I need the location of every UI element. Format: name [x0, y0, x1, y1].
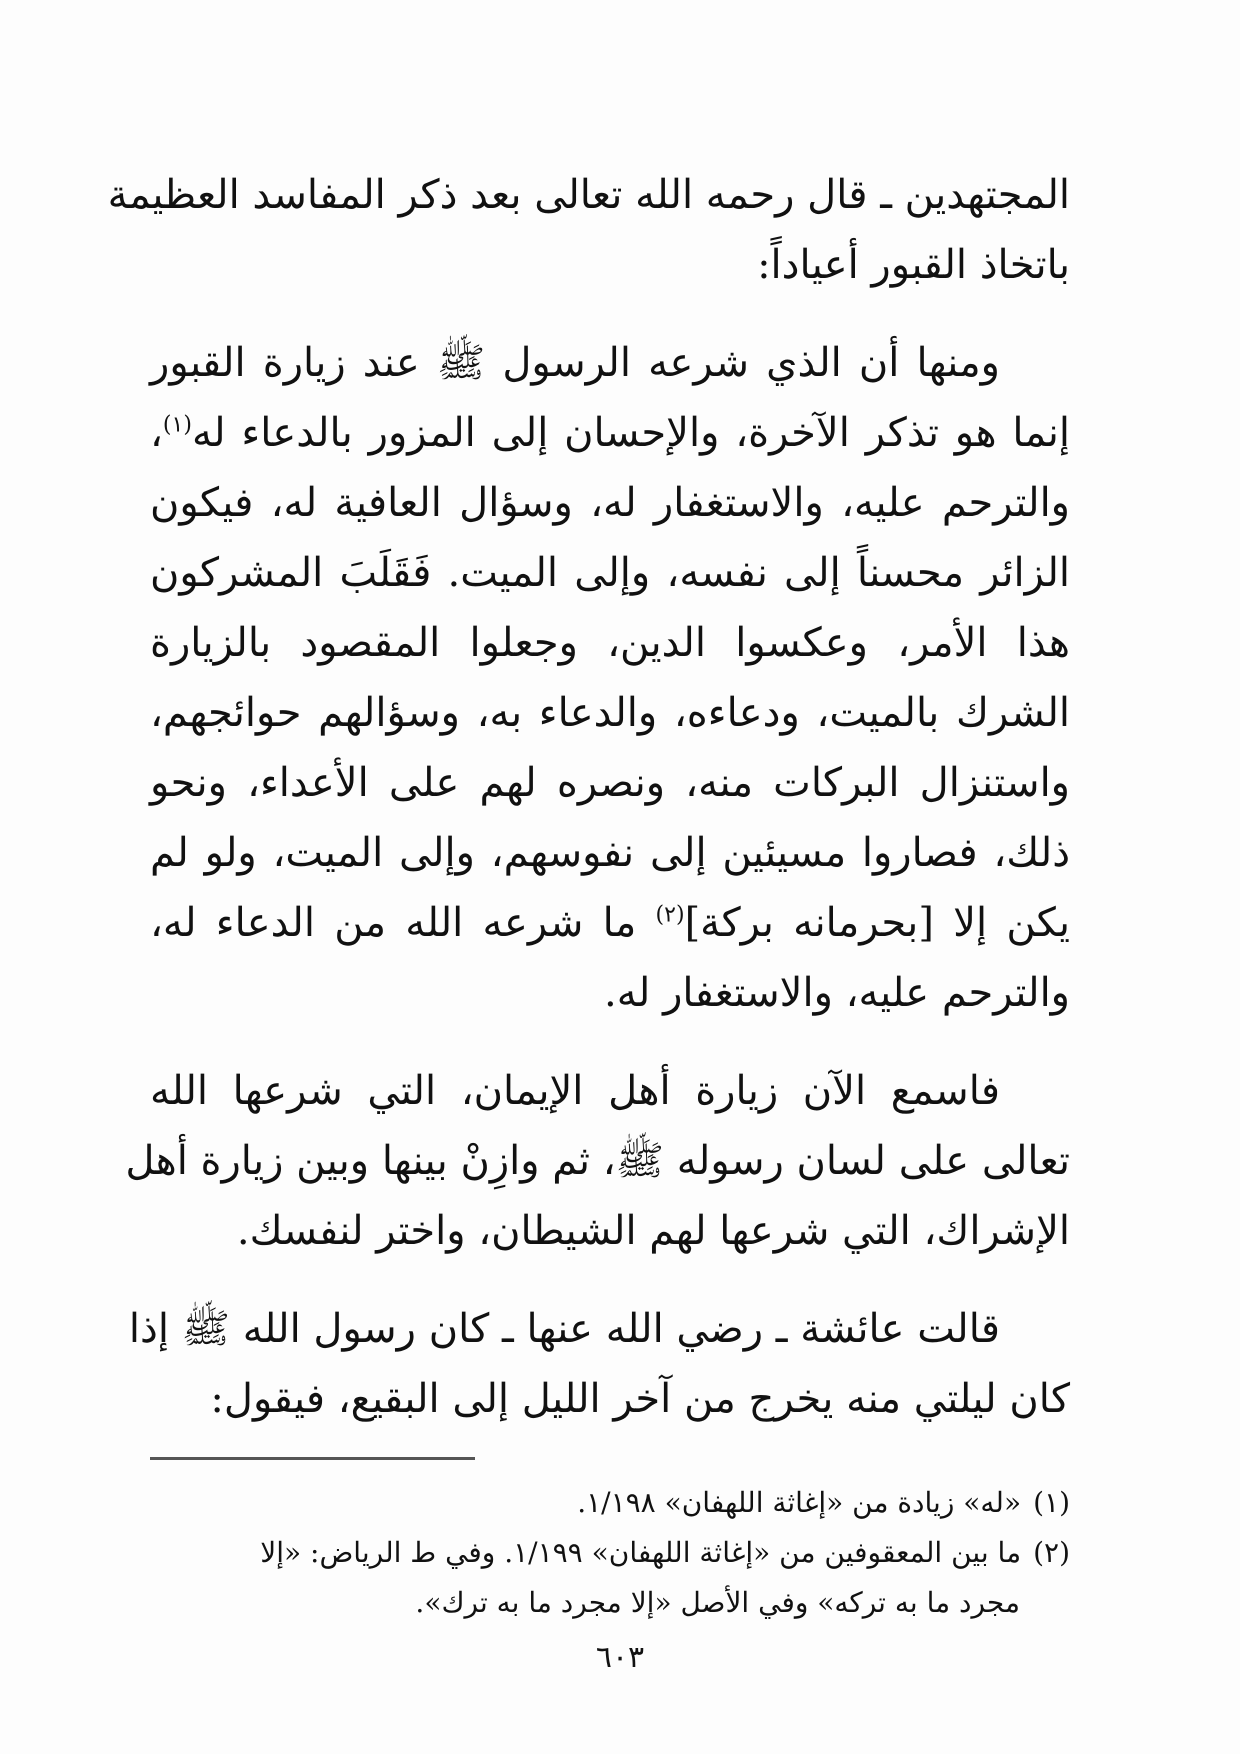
text-line: فاسمع الآن زيارة أهل الإيمان، التي شرعها الله	[150, 1068, 1000, 1114]
footnote-1	[150, 1478, 1070, 1528]
text-line: تعالى على لسان رسوله ﷺ، ثم وازِنْ بينها وبين زيارة أهل	[125, 1138, 1070, 1184]
text-line	[150, 398, 1070, 468]
line-text: إنما هو تذكر الآخرة، والإحسان إلى المزور بالدعاء له	[191, 410, 1070, 456]
text-line: الإشراك، التي شرعها لهم الشيطان، واختر لنفسك.	[236, 1208, 1070, 1254]
footnote-number: (٢)	[1033, 1536, 1070, 1569]
text-line: كان ليلتي منه يخرج من آخر الليل إلى البقيع، فيقول:	[210, 1376, 1070, 1422]
text-line: الشرك بالميت، ودعاءه، والدعاء به، وسؤالهم حوائجهم،	[150, 690, 1070, 736]
footnote-text-continued: مجرد ما به تركه» وفي الأصل «إلا مجرد ما به ترك».	[415, 1586, 1020, 1619]
footnote-number: (١)	[1033, 1486, 1070, 1519]
footnote-text: ما بين المعقوفين من «إغاثة اللهفان» ١/١٩٩. وفي ط الرياض: «إلا	[260, 1536, 1022, 1569]
text-line: قالت عائشة ـ رضي الله عنها ـ كان رسول الله ﷺ إذا	[128, 1306, 1000, 1352]
text-line: ومنها أن الذي شرعه الرسول ﷺ عند زيارة القبور	[150, 340, 1000, 386]
text-line: والترحم عليه، والاستغفار له، وسؤال العافية له، فيكون	[150, 480, 1070, 526]
line-tail: ،	[150, 410, 163, 456]
paragraph-4	[128, 1294, 1070, 1434]
footnote-ref-2: (٢)	[655, 902, 685, 928]
text-line: واستنزال البركات منه، ونصره لهم على الأعداء، ونحو	[150, 760, 1070, 806]
line-text: يكن إلا [بحرمانه بركة]	[684, 900, 1071, 946]
footnote-2	[150, 1528, 1070, 1628]
footnote-ref-1: (١)	[162, 412, 192, 438]
line-tail: ما شرعه الله من الدعاء له،	[150, 900, 656, 946]
body-text	[107, 160, 1071, 1434]
paragraph-1	[107, 160, 1070, 300]
text-line: ذلك، فصاروا مسيئين إلى نفوسهم، وإلى الميت، ولو لم	[150, 830, 1070, 876]
text-line: المجتهدين ـ قال رحمه الله تعالى بعد ذكر المفاسد العظيمة	[107, 172, 1070, 218]
text-line: والترحم عليه، والاستغفار له.	[604, 970, 1070, 1016]
footnotes	[150, 1478, 1070, 1628]
text-line: هذا الأمر، وعكسوا الدين، وجعلوا المقصود بالزيارة	[150, 620, 1070, 666]
footnote-text: «له» زيادة من «إغاثة اللهفان» ١/١٩٨.	[577, 1486, 1022, 1519]
paragraph-2	[150, 328, 1070, 1028]
paragraph-3	[125, 1056, 1070, 1266]
footnote-divider	[150, 1457, 475, 1460]
page-number: ٦٠٣	[595, 1640, 645, 1675]
text-line: الزائر محسناً إلى نفسه، وإلى الميت. فَقَلَبَ المشركون	[150, 550, 1070, 596]
text-line	[150, 888, 1070, 958]
text-line: باتخاذ القبور أعياداً:	[757, 242, 1070, 288]
